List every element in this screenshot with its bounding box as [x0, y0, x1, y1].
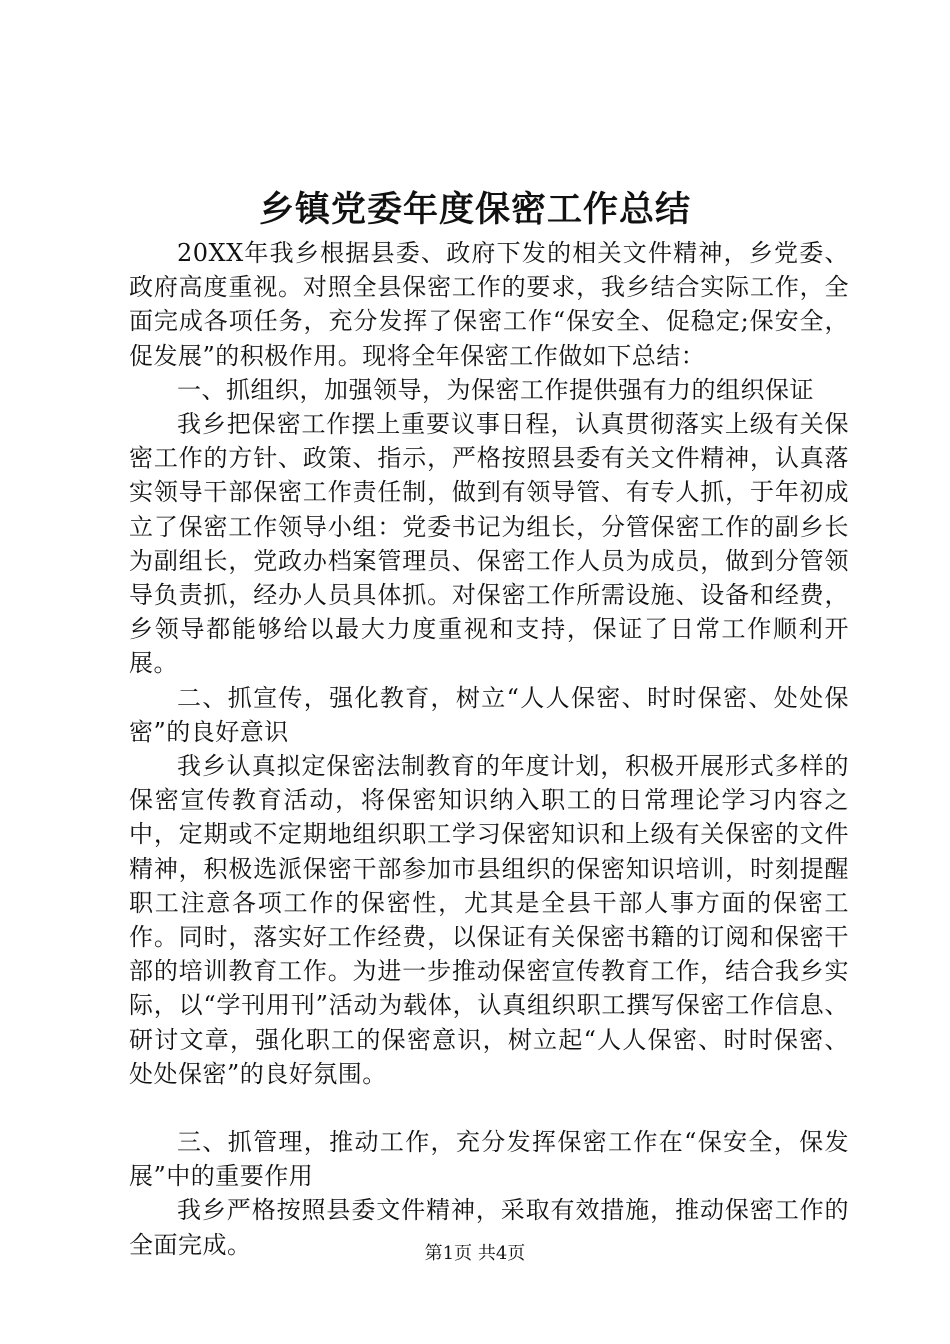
section-heading-2: 二、抓宣传，强化教育，树立“人人保密、时时保密、处处保密”的良好意识 [129, 683, 849, 746]
paragraph-section-1: 我乡把保密工作摆上重要议事日程，认真贯彻落实上级有关保密工作的方针、政策、指示，严格按照县委有关文件精神，认真落实领导干部保密工作责任制，做到有领导管、有专人抓，于年初成立了保密工作领导小组：党委书记为组长，分管保密工作的副乡长为副组长，党政办档案管理员、保密工作人员为成员，做到分管领导负责抓，经办人员具体抓。对保密工作所需设施、设备和经费，乡领导都能够给以最大力度重视和支持，保证了日常工作顺利开展。 [129, 410, 849, 678]
paragraph-section-2: 我乡认真拟定保密法制教育的年度计划，积极开展形式多样的保密宣传教育活动，将保密知识纳入职工的日常理论学习内容之中，定期或不定期地组织职工学习保密知识和上级有关保密的文件精神，积极选派保密干部参加市县组织的保密知识培训，时刻提醒职工注意各项工作的保密性，尤其是全县干部人事方面的保密工作。同时，落实好工作经费，以保证有关保密书籍的订阅和保密干部的培训教育工作。为进一步推动保密宣传教育工作，结合我乡实际，以“学刊用刊”活动为载体，认真组织职工撰写保密工作信息、研讨文章，强化职工的保密意识，树立起“人人保密、时时保密、处处保密”的良好氛围。 [129, 752, 849, 1088]
section-heading-3: 三、抓管理，推动工作，充分发挥保密工作在“保安全，保发展”中的重要作用 [129, 1128, 849, 1191]
paragraph-intro: 20XX年我乡根据县委、政府下发的相关文件精神，乡党委、政府高度重视。对照全县保密工作的要求，我乡结合实际工作，全面完成各项任务，充分发挥了保密工作“保安全、促稳定;保安全，促发展”的积极作用。现将全年保密工作做如下总结： [129, 239, 849, 370]
document-body [129, 236, 849, 1262]
paragraph-section-3: 我乡严格按照县委文件精神，采取有效措施，推动保密工作的全面完成。 [129, 1196, 849, 1259]
page-number-footer: 第1页 共4页 [424, 1243, 526, 1264]
document-title: 乡镇党委年度保密工作总结 [258, 189, 691, 230]
section-heading-1: 一、抓组织，加强领导，为保密工作提供强有力的组织保证 [177, 375, 814, 404]
